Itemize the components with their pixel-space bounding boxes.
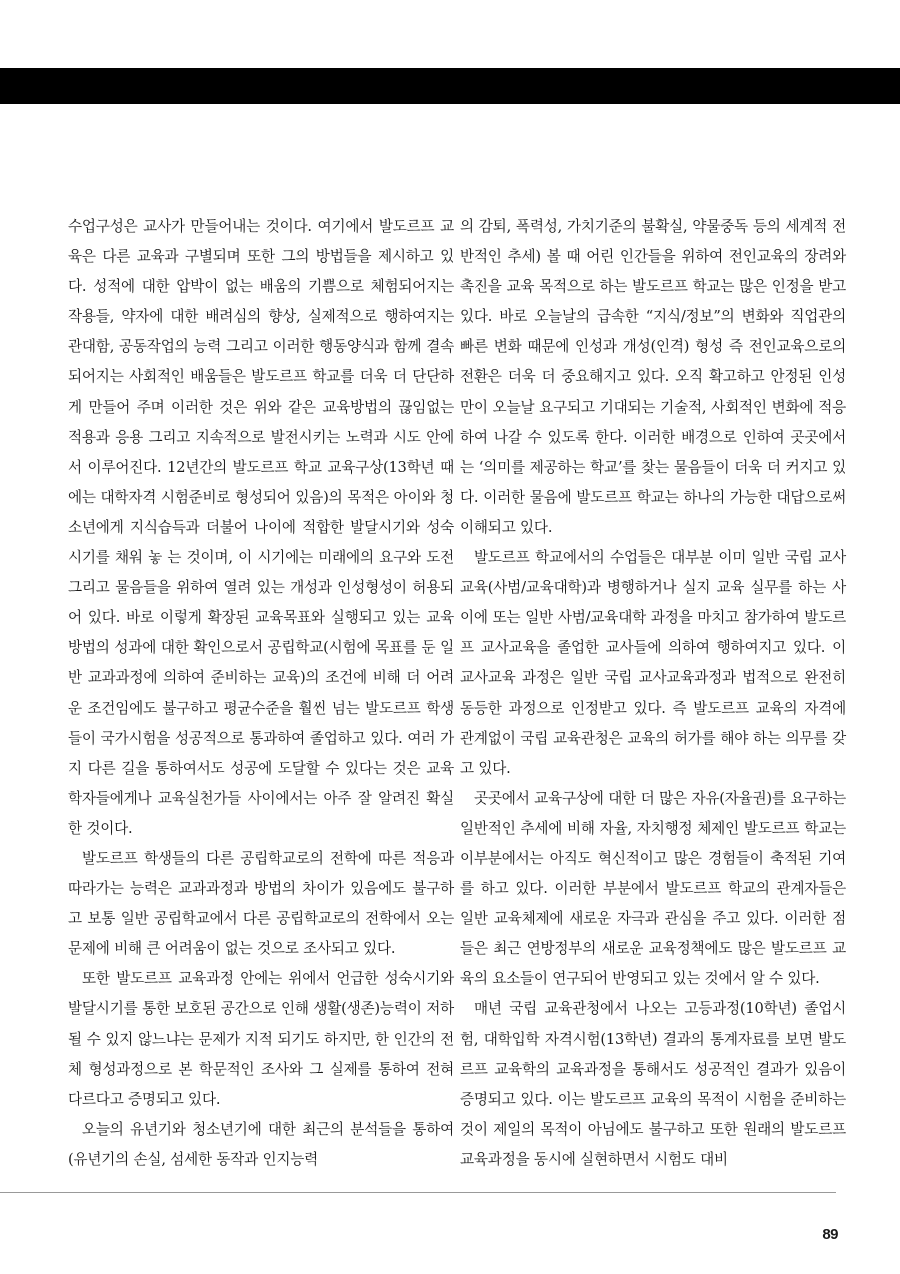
header-black-bar xyxy=(0,68,900,104)
right-paragraph-2: 발도르프 학교에서의 수업들은 대부분 이미 일반 국립 교사교육(사범/교육대학)과 병행하거나 실지 교육 실무를 하는 사이에 또는 일반 사범/교육대학 과정을 마치고 참가하여 발도르프 교사교육을 졸업한 교사들에 의하여 행하여지고 있다. 이 교사교육 과정은 일반 국립 교사교육과정과 법적으로 완전히 동등한 과정으로 인정받고 있다. 즉 발도르프 교육의 자격에 관계없이 국립 교육관청은 교육의 허가를 해야 하는 의무를 갖고 있다. xyxy=(460,549,846,777)
page-number: 89 xyxy=(822,1226,838,1243)
right-text-column xyxy=(460,212,846,1175)
right-paragraph-3: 곳곳에서 교육구상에 대한 더 많은 자유(자율권)를 요구하는 일반적인 추세에 비해 자율, 자치행정 체제인 발도르프 학교는 이부분에서는 아직도 혁신적이고 많은 경험들이 축적된 기여를 하고 있다. 이러한 부분에서 발도르프 학교의 관계자들은 일반 교육체제에 새로운 자극과 관심을 주고 있다. 이러한 점들은 최근 연방정부의 새로운 교육정책에도 많은 발도르프 교육의 요소들이 연구되어 반영되고 있는 것에서 알 수 있다. xyxy=(460,789,846,988)
right-paragraph-4: 매년 국립 교육관청에서 나오는 고등과정(10학년) 졸업시험, 대학입학 자격시험(13학년) 결과의 통계자료를 보면 발도르프 교육학의 교육과정을 통해서도 성공적인 결과가 있음이 증명되고 있다. 이는 발도르프 교육의 목적이 시험을 준비하는 것이 제일의 목적이 아님에도 불구하고 또한 원래의 발도르프 교육과정을 동시에 실현하면서 시험도 대비 xyxy=(460,1000,846,1168)
left-text-column xyxy=(68,212,454,1175)
left-paragraph-2: 발도르프 학생들의 다른 공립학교로의 전학에 따른 적응과 따라가는 능력은 교과과정과 방법의 차이가 있음에도 불구하고 보통 일반 공립학교에서 다른 공립학교로의 전학에서 오는 문제에 비해 큰 어려움이 없는 것으로 조사되고 있다. xyxy=(68,849,454,958)
left-paragraph-4: 오늘의 유년기와 청소년기에 대한 최근의 분석들을 통하여(유년기의 손실, 섬세한 동작과 인지능력 xyxy=(68,1120,454,1168)
footer-divider xyxy=(0,1192,836,1193)
right-paragraph-1: 의 감퇴, 폭력성, 가치기준의 불확실, 약물중독 등의 세계적 전반적인 추세) 볼 때 어린 인간들을 위하여 전인교육의 장려와 촉진을 교육 목적으로 하는 발도르프 학교는 많은 인정을 받고 있다. 바로 오늘날의 급속한 “지식/정보”의 변화와 직업관의 빠른 변화 때문에 인성과 개성(인격) 형성 즉 전인교육으로의 전환은 더욱 더 중요해지고 있다. 오직 확고하고 안정된 인성만이 오늘날 요구되고 기대되는 기술적, 사회적인 변화에 적응하여 나갈 수 있도록 한다. 이러한 배경으로 인하여 곳곳에서는 ‘의미를 제공하는 학교’를 찾는 물음들이 더욱 더 커지고 있다. 이러한 물음에 발도르프 학교는 하나의 가능한 대답으로써 이해되고 있다. xyxy=(460,218,846,536)
left-paragraph-3: 또한 발도르프 교육과정 안에는 위에서 언급한 성숙시기와 발달시기를 통한 보호된 공간으로 인해 생활(생존)능력이 저하될 수 있지 않느냐는 문제가 지적 되기도 하지만, 한 인간의 전체 형성과정으로 본 학문적인 조사와 그 실제를 통하여 전혀 다르다고 증명되고 있다. xyxy=(68,970,454,1108)
left-paragraph-1: 수업구성은 교사가 만들어내는 것이다. 여기에서 발도르프 교육은 다른 교육과 구별되며 또한 그의 방법들을 제시하고 있다. 성적에 대한 압박이 없는 배움의 기쁨으로 체험되어지는 작용들, 약자에 대한 배려심의 향상, 실제적으로 행하여지는 관대함, 공동작업의 능력 그리고 이러한 행동양식과 함께 결속되어지는 사회적인 배움들은 발도르프 학교를 더욱 더 단단하게 만들어 주며 이러한 것은 위와 같은 교육방법의 끊임없는 적용과 응용 그리고 지속적으로 발전시키는 노력과 시도 안에서 이루어진다. 12년간의 발도르프 학교 교육구상(13학년 때에는 대학자격 시험준비로 형성되어 있음)의 목적은 아이와 청소년에게 지식습득과 더불어 나이에 적합한 발달시기와 성숙시기를 채워 놓 는 것이며, 이 시기에는 미래에의 요구와 도전 그리고 물음들을 위하여 열려 있는 개성과 인성형성이 허용되어 있다. 바로 이렇게 확장된 교육목표와 실행되고 있는 교육방법의 성과에 대한 확인으로서 공립학교(시험에 목표를 둔 일반 교과과정에 의하여 준비하는 교육)의 조건에 비해 더 어려운 조건임에도 불구하고 평균수준을 훨씬 넘는 발도르프 학생들이 국가시험을 성공적으로 통과하여 졸업하고 있다. 여러 가지 다른 길을 통하여서도 성공에 도달할 수 있다는 것은 교육학자들에게나 교육실천가들 사이에서는 아주 잘 알려진 확실한 것이다. xyxy=(68,218,454,837)
